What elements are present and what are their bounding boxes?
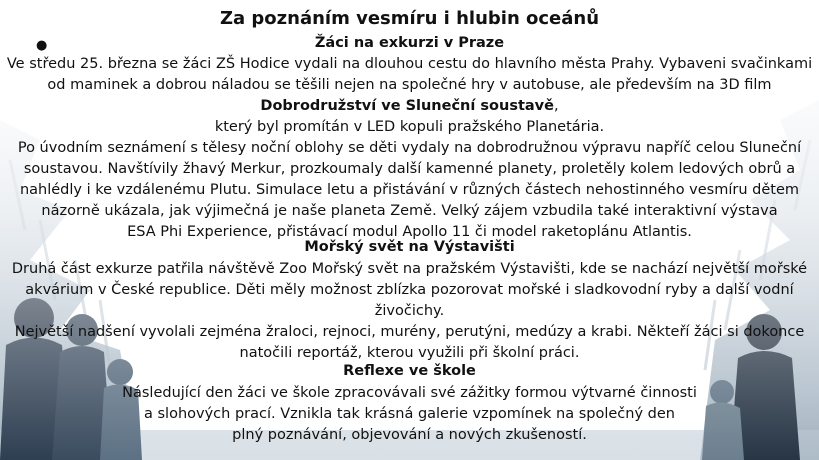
text-line: od maminek a dobrou náladou se těšili nejen na společné hry v autobuse, ale především na 3D film bbox=[47, 77, 772, 93]
text-line: Největší nadšení vyvolali zejména žraloci, rejnoci, murény, perutýni, medúzy a krabi. Někteří žáci si dokonce bbox=[14, 324, 805, 340]
film-title: Dobrodružství ve Sluneční soustavě bbox=[260, 98, 554, 114]
section-heading-prague: Žáci na exkurzi v Praze bbox=[314, 35, 505, 51]
text-line: živočichy. bbox=[374, 303, 445, 319]
text-line: akvárium v České republice. Děti měly možnost zblízka pozorovat mořské i sladkovodní ryby a další vodní bbox=[25, 282, 794, 298]
section-text-prague bbox=[0, 54, 819, 243]
bullet-point: ● bbox=[36, 38, 48, 53]
section-heading-sea-world: Mořský svět na Výstavišti bbox=[304, 239, 515, 255]
text-line: Po úvodním seznámení s tělesy noční oblohy se děti vydaly na dobrodružnou výpravu napříč celou Sluneční bbox=[17, 140, 802, 156]
text-line: plný poznávání, objevování a nových zkušeností. bbox=[232, 427, 587, 443]
text-line: a slohových prací. Vznikla tak krásná galerie vzpomínek na společný den bbox=[144, 406, 675, 422]
page-title: Za poznáním vesmíru i hlubin oceánů bbox=[219, 8, 600, 29]
text-line: natočili reportáž, kterou využili při školní práci. bbox=[239, 345, 580, 361]
text-line: Druhá část exkurze patřila návštěvě Zoo Mořský svět na pražském Výstavišti, kde se nachází největší mořské bbox=[11, 261, 808, 277]
text-line: Následující den žáci ve škole zpracovávali své zážitky formou výtvarné činnosti bbox=[122, 385, 697, 401]
section-text-sea-world bbox=[0, 259, 819, 364]
text-line: nahlédly i ke vzdálenému Plutu. Simulace letu a přistávání v různých částech nehostinného vesmíru dětem bbox=[19, 182, 800, 198]
text-line: který byl promítán v LED kopuli pražského Planetária. bbox=[214, 119, 605, 135]
text-line: názorně ukázala, jak výjimečná je naše planeta Země. Velký zájem vzbudila také interaktivní výstava bbox=[41, 203, 778, 219]
section-heading-reflection: Reflexe ve škole bbox=[343, 363, 476, 379]
film-title-suffix: , bbox=[553, 98, 559, 114]
section-text-reflection bbox=[0, 383, 819, 446]
text-line: soustavou. Navštívily žhavý Merkur, prozkoumaly další kamenné planety, proletěly kolem ledových obrů a bbox=[23, 161, 796, 177]
text-line: ESA Phi Experience, přistávací modul Apollo 11 či model raketoplánu Atlantis. bbox=[127, 224, 692, 240]
text-line bbox=[0, 96, 819, 117]
text-line: Ve středu 25. března se žáci ZŠ Hodice vydali na dlouhou cestu do hlavního města Prahy. Vybaveni svačinkami bbox=[6, 56, 813, 72]
